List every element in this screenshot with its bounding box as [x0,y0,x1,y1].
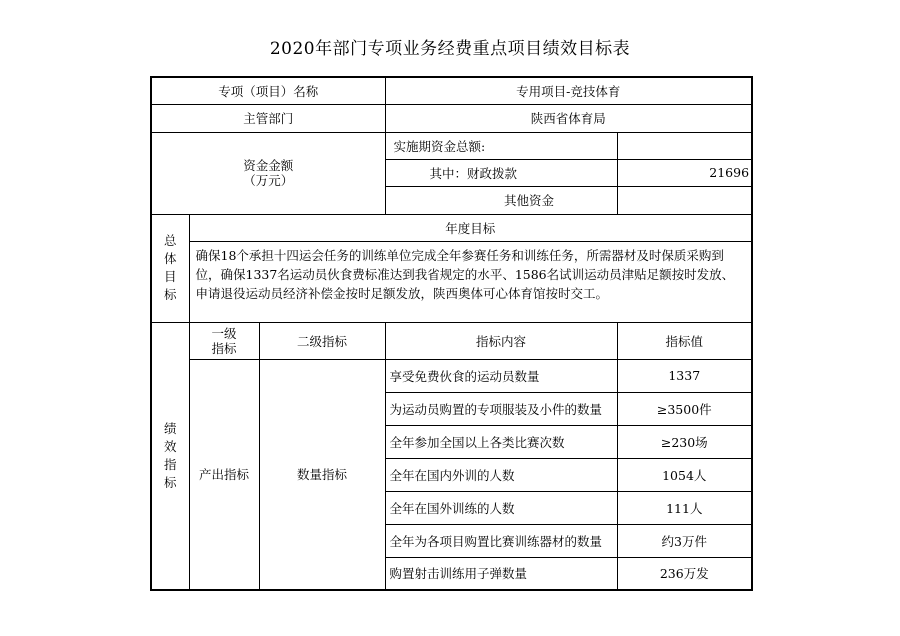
content-header: 指标内容 [385,322,617,359]
annual-goal-text: 确保18个承担十四运会任务的训练单位完成全年参赛任务和训练任务，所需器材及时保质采购到位，确保1337名运动员伙食费标准达到我省规定的水平、1586名试训运动员津贴足额按时发放、申请退役运动员经济补偿金按时足额发放，陕西奥体可心体育馆按时交工。 [189,241,752,322]
annual-goal-label: 年度目标 [189,214,752,241]
other-funds-label: 其他资金 [385,186,617,214]
department-label: 主管部门 [151,104,385,132]
indicator-content: 全年为各项目购置比赛训练器材的数量 [385,524,617,557]
fund-amount-label-line1: 资金金额 [243,158,294,173]
fund-amount-label-line2: （万元） [243,173,294,188]
project-name-row [151,77,752,104]
project-name-label: 专项（项目）名称 [151,77,385,104]
level1-header-line2: 指标 [211,340,237,356]
indicator-content: 为运动员购置的专项服装及小件的数量 [385,392,617,425]
indicator-row [151,359,752,392]
indicator-value: ≥3500件 [617,392,752,425]
performance-grid [150,76,753,591]
indicator-content: 购置射击训练用子弹数量 [385,557,617,590]
level2-header: 二级指标 [259,322,385,359]
fiscal-funds-value: 21696 [617,159,752,186]
department-row [151,104,752,132]
performance-indicator-char: 效 [163,438,177,454]
total-funds-row [151,132,752,159]
value-header: 指标值 [617,322,752,359]
level1-header [189,322,259,359]
level2-quantity-indicator: 数量指标 [259,359,385,590]
indicator-value: 约3万件 [617,524,752,557]
overall-goal-char: 标 [163,287,177,302]
overall-goal-char: 目 [163,269,177,284]
indicator-value: 1337 [617,359,752,392]
indicator-value: 1054人 [617,458,752,491]
level1-output-indicator: 产出指标 [189,359,259,590]
page-title: 2020年部门专项业务经费重点项目绩效目标表 [269,39,631,59]
fiscal-funds-label: 其中：财政拨款 [385,159,617,186]
performance-table [150,76,751,593]
project-name-value: 专用项目-竞技体育 [385,77,752,104]
performance-indicator-char: 绩 [163,420,177,436]
indicator-value: 111人 [617,491,752,524]
indicator-value: 236万发 [617,557,752,590]
indicator-header-row [151,322,752,359]
annual-goal-header-row [151,214,752,241]
total-funds-value [617,132,752,159]
indicator-content: 全年在国内外训的人数 [385,458,617,491]
annual-goal-row [151,241,752,322]
performance-indicator-side-label [151,322,189,590]
overall-goal-side-label [151,214,189,322]
indicator-content: 全年参加全国以上各类比赛次数 [385,425,617,458]
other-funds-value [617,186,752,214]
overall-goal-char: 体 [163,251,177,266]
indicator-value: ≥230场 [617,425,752,458]
performance-indicator-char: 指 [163,456,177,472]
overall-goal-char: 总 [163,233,177,248]
performance-indicator-char: 标 [163,474,177,490]
level1-header-line1: 一级 [211,325,237,341]
department-value: 陕西省体育局 [385,104,752,132]
total-funds-label: 实施期资金总额: [385,132,617,159]
indicator-content: 全年在国外训练的人数 [385,491,617,524]
indicator-content: 享受免费伙食的运动员数量 [385,359,617,392]
fund-amount-label [151,132,385,214]
